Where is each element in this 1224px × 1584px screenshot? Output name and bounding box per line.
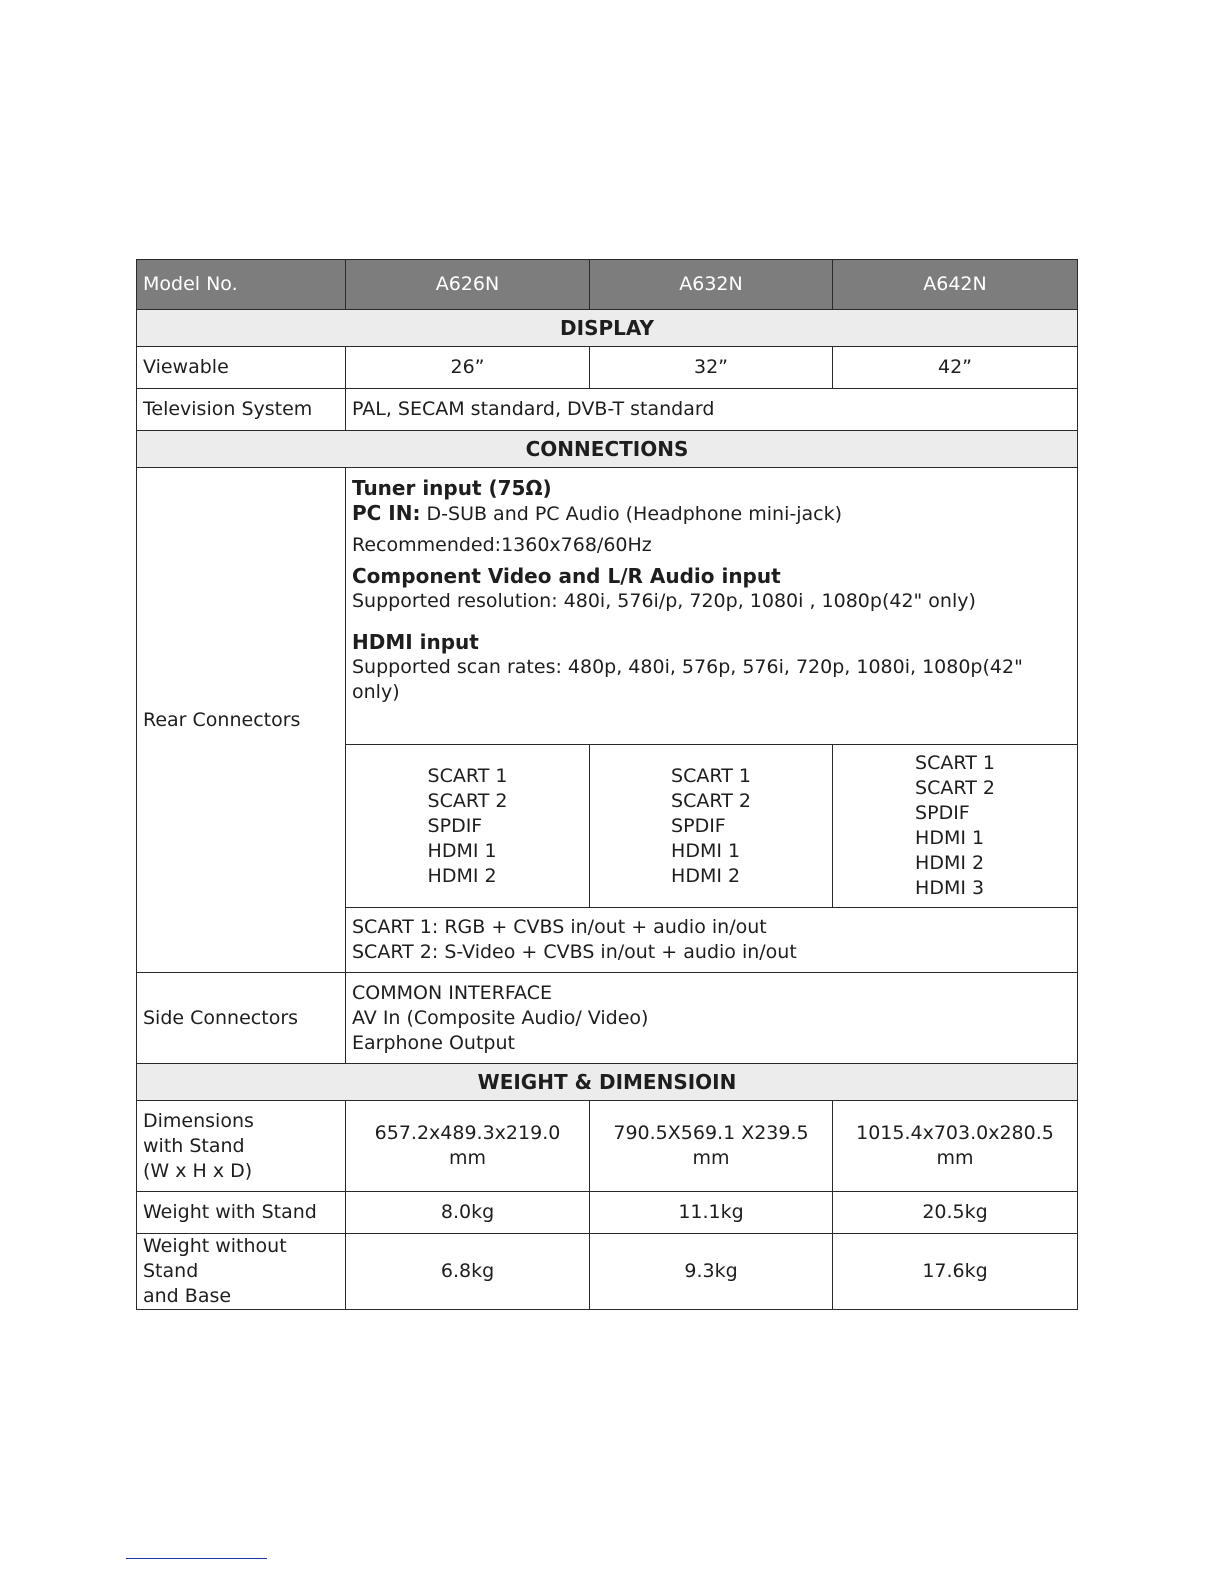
tv-system-value: PAL, SECAM standard, DVB-T standard (346, 389, 1078, 431)
port-item: HDMI 2 (915, 852, 985, 874)
dimensions-label-line: (W x H x D) (143, 1159, 253, 1182)
dimensions-unit: mm (448, 1147, 487, 1169)
weight-without-stand-label-line: and Base (143, 1285, 232, 1307)
model-no-label: Model No. (137, 260, 346, 310)
model-a642n: A642N (833, 260, 1078, 310)
model-a632n: A632N (590, 260, 833, 310)
port-item: SPDIF (915, 802, 970, 824)
recommended-resolution: Recommended:1360x768/60Hz (352, 534, 652, 556)
dimensions-value: 657.2x489.3x219.0 (374, 1122, 561, 1144)
dimensions-value: 790.5X569.1 X239.5 (613, 1122, 809, 1144)
viewable-label: Viewable (137, 347, 346, 389)
port-item: SPDIF (671, 814, 726, 837)
weight-without-stand-label-line: Weight without Stand (143, 1235, 287, 1282)
side-connectors-label: Side Connectors (137, 973, 346, 1064)
viewable-a642n: 42” (833, 347, 1078, 389)
weight-without-stand-a626n: 6.8kg (346, 1234, 590, 1310)
port-item: SPDIF (427, 814, 483, 837)
dimensions-label (137, 1101, 346, 1192)
weight-section-title: WEIGHT & DIMENSIOIN (137, 1064, 1078, 1101)
dimensions-a626n (346, 1101, 590, 1192)
dimensions-unit: mm (692, 1147, 730, 1169)
tv-system-row (137, 389, 1078, 431)
spec-table (136, 259, 1078, 1310)
viewable-a626n: 26” (346, 347, 590, 389)
weight-section-row (137, 1064, 1078, 1101)
side-connector-item: Earphone Output (352, 1031, 515, 1054)
display-section-title: DISPLAY (137, 310, 1078, 347)
ports-a642n (833, 745, 1078, 908)
viewable-row (137, 347, 1078, 389)
weight-without-stand-row (137, 1234, 1078, 1310)
scart-notes-cell (346, 908, 1078, 973)
display-section-row (137, 310, 1078, 347)
tv-system-label: Television System (137, 389, 346, 431)
pc-in-label: PC IN: (352, 501, 421, 525)
dimensions-a642n (833, 1101, 1078, 1192)
hdmi-input-title: HDMI input (352, 630, 479, 654)
weight-with-stand-row (137, 1192, 1078, 1234)
viewable-a632n: 32” (590, 347, 833, 389)
weight-without-stand-label (137, 1234, 346, 1310)
component-video-title: Component Video and L/R Audio input (352, 564, 781, 588)
dimensions-label-line: Dimensions (143, 1109, 254, 1132)
weight-with-stand-a642n: 20.5kg (833, 1192, 1078, 1234)
ports-a632n (590, 745, 833, 908)
port-item: HDMI 2 (427, 864, 497, 887)
port-item: HDMI 1 (915, 827, 985, 849)
rear-inputs-cell (346, 468, 1078, 745)
port-item: SCART 1 (915, 752, 995, 774)
rear-connectors-label: Rear Connectors (137, 468, 346, 973)
side-connector-item: AV In (Composite Audio/ Video) (352, 1006, 649, 1029)
component-resolution: Supported resolution: 480i, 576i/p, 720p, 1080i , 1080p(42" only) (352, 590, 976, 612)
weight-with-stand-label: Weight with Stand (137, 1192, 346, 1234)
connections-section-row (137, 431, 1078, 468)
port-item: SCART 1 (427, 764, 508, 787)
side-connector-item: COMMON INTERFACE (352, 981, 552, 1004)
weight-without-stand-a642n: 17.6kg (833, 1234, 1078, 1310)
hdmi-scan-rates: Supported scan rates: 480p, 480i, 576p, 576i, 720p, 1080i, 1080p(42" only) (352, 656, 1023, 703)
scart-note: SCART 1: RGB + CVBS in/out + audio in/out (352, 916, 767, 938)
side-connectors-row (137, 973, 1078, 1064)
port-item: SCART 2 (671, 789, 751, 812)
footnote-rule (126, 1558, 267, 1559)
weight-with-stand-a626n: 8.0kg (346, 1192, 590, 1234)
port-item: SCART 2 (427, 789, 508, 812)
tuner-input: Tuner input (75Ω) (352, 476, 552, 500)
ports-a626n (346, 745, 590, 908)
weight-without-stand-a632n: 9.3kg (590, 1234, 833, 1310)
dimensions-unit: mm (936, 1147, 974, 1169)
model-header-row (137, 260, 1078, 310)
side-connectors-cell (346, 973, 1078, 1064)
port-item: SCART 1 (671, 764, 751, 787)
scart-note: SCART 2: S-Video + CVBS in/out + audio in/out (352, 941, 797, 963)
dimensions-a632n (590, 1101, 833, 1192)
dimensions-row (137, 1101, 1078, 1192)
port-item: SCART 2 (915, 777, 995, 799)
port-item: HDMI 1 (671, 839, 741, 862)
port-item: HDMI 1 (427, 839, 497, 862)
port-item: HDMI 3 (915, 877, 985, 899)
weight-with-stand-a632n: 11.1kg (590, 1192, 833, 1234)
pc-in-line (352, 501, 1071, 527)
dimensions-value: 1015.4x703.0x280.5 (856, 1122, 1054, 1144)
pc-in-value: D-SUB and PC Audio (Headphone mini-jack) (420, 503, 842, 525)
rear-connectors-row (137, 468, 1078, 745)
port-item: HDMI 2 (671, 864, 741, 887)
dimensions-label-line: with Stand (143, 1134, 245, 1157)
model-a626n: A626N (346, 260, 590, 310)
connections-section-title: CONNECTIONS (137, 431, 1078, 468)
